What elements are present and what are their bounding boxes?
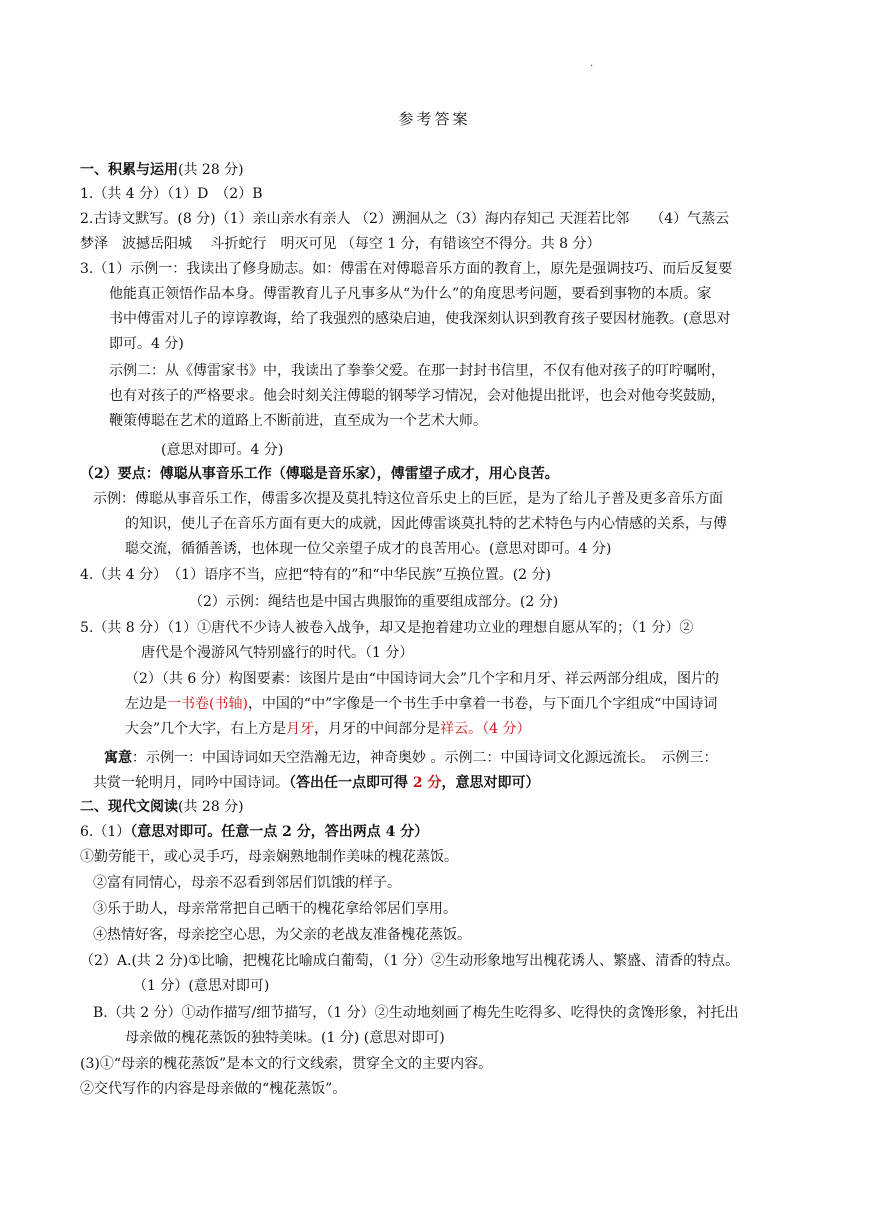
answer-q6-point3: ③乐于助人，母亲常常把自己晒干的槐花拿给邻居们享用。 bbox=[93, 901, 457, 917]
answer-q3-line3: 书中傅雷对儿子的谆谆教诲，给了我强烈的感染启迪，使我深刻认识到教育孩子要因材施教。(意思对 bbox=[109, 311, 731, 327]
answer-q4-line2: （2）示例：绳结也是中国古典服饰的重要组成部分。(2 分) bbox=[189, 594, 559, 610]
highlight-cloud: 祥云。（4 分） bbox=[440, 721, 531, 737]
answer-q2-line2: 梦泽 波撼岳阳城 斗折蛇行 明灭可见 （每空 1 分，有错该空不得分。共 8 分） bbox=[80, 236, 601, 252]
answer-q5-line5: 大会”几个大字，右上方是月牙，月牙的中间部分是祥云。（4 分） bbox=[125, 721, 531, 737]
page-title: 参考答案 bbox=[398, 110, 471, 128]
answer-q3-line2: 他能真正领悟作品本身。傅雷教育儿子凡事多从“为什么”的角度思考问题，要看到事物的本质。家 bbox=[109, 286, 712, 302]
answer-q5-line4: 左边是一书卷(书轴)，中国的“中”字像是一个书生手中拿着一书卷，与下面几个字组成“中国诗词 bbox=[125, 696, 718, 712]
answer-q6-point2: ②富有同情心，母亲不忍看到邻居们饥饿的样子。 bbox=[93, 875, 401, 891]
answer-q3-line4: 即可。4 分) bbox=[109, 336, 184, 352]
highlight-crescent: 月牙 bbox=[286, 721, 315, 737]
answer-q3-line8: (意思对即可。4 分) bbox=[161, 442, 284, 458]
answer-q5-meaning-line1: 寓意：示例一：中国诗词如天空浩瀚无边，神奇奥妙 。示例二：中国诗词文化源远流长。 示例三： bbox=[104, 750, 718, 766]
answer-q6-2b-line1: B.（共 2 分）①动作描写/细节描写，（1 分）②生动地刻画了梅先生吃得多、吃得快的贪馋形象，衬托出 bbox=[93, 1005, 739, 1021]
answer-q6-3-line1: (3)①“母亲的槐花蒸饭”是本文的行文线索，贯穿全文的主要内容。 bbox=[80, 1056, 493, 1072]
answer-q6-2a-line2: （1 分）(意思对即可) bbox=[133, 978, 270, 994]
answer-q3-line6: 也有对孩子的严格要求。他会时刻关注傅聪的钢琴学习情况，会对他提出批评，也会对他夸奖鼓励， bbox=[109, 388, 725, 404]
answer-q3-line7: 鞭策傅聪在艺术的道路上不断前进，直至成为一个艺术大师。 bbox=[109, 413, 487, 429]
answer-q4-line1: 4.（共 4 分） （1）语序不当，应把“特有的”和“中华民族”互换位置。(2 分) bbox=[80, 567, 551, 583]
answer-q6-1-header: 6.（1）（意思对即可。任意一点 2 分，答出两点 4 分） bbox=[80, 824, 429, 840]
answer-q3-2-line1: 示例：傅聪从事音乐工作，傅雷多次提及莫扎特这位音乐史上的巨匠，是为了给儿子普及更多音乐方面 bbox=[93, 491, 723, 507]
answer-q3-2-line3: 聪交流，循循善诱，也体现一位父亲望子成才的良苦用心。(意思对即可。4 分) bbox=[125, 541, 612, 557]
answer-q3-line5: 示例二：从《傅雷家书》中，我读出了拳拳父爱。在那一封封书信里，不仅有他对孩子的叮咛嘱咐， bbox=[109, 363, 725, 379]
answer-q1: 1.（共 4 分）（1）D （2）B bbox=[80, 186, 263, 202]
section-1-heading: 一、积累与运用(共 28 分) bbox=[80, 162, 244, 178]
answer-q6-2a-line1: （2）A.(共 2 分)①比喻，把槐花比喻成白葡萄，（1 分）②生动形象地写出槐花诱人、繁盛、清香的特点。 bbox=[80, 953, 740, 969]
answer-q5-line1: 5.（共 8 分）（1）①唐代不少诗人被卷入战争，却又是抱着建功立业的理想自愿从军的；（1 分）② bbox=[80, 620, 694, 636]
answer-q2-line1: 2.古诗文默写。(8 分)（1）亲山亲水有亲人 （2）溯洄从之（3）海内存知己 天涯若比邻 （4）气蒸云 bbox=[80, 211, 730, 227]
section-2-heading: 二、现代文阅读(共 28 分) bbox=[80, 799, 244, 815]
answer-q6-2b-line2: 母亲做的槐花蒸饭的独特美味。(1 分) (意思对即可) bbox=[125, 1030, 445, 1046]
answer-q5-meaning-line2: 共赏一轮明月，同吟中国诗词。（答出任一点即可得 2 分，意思对即可） bbox=[93, 775, 540, 791]
answer-q6-point4: ④热情好客，母亲挖空心思，为父亲的老战友准备槐花蒸饭。 bbox=[93, 927, 471, 943]
header-dot: . bbox=[590, 58, 594, 69]
answer-q3-2-key: （2）要点：傅聪从事音乐工作（傅聪是音乐家），傅雷望子成才，用心良苦。 bbox=[80, 466, 559, 482]
answer-q3-line1: 3.（1）示例一：我读出了修身励志。如：傅雷在对傅聪音乐方面的教育上，原先是强调技巧、而后反复要 bbox=[80, 261, 733, 277]
answer-q3-2-line2: 的知识，使儿子在音乐方面有更大的成就，因此傅雷谈莫扎特的艺术特色与内心情感的关系，与傅 bbox=[125, 516, 727, 532]
highlight-scroll: 一书卷(书轴) bbox=[167, 696, 248, 712]
answer-q5-line3: （2）（共 6 分）构图要素：该图片是由“中国诗词大会”几个字和月牙、祥云两部分组成，图片的 bbox=[125, 671, 720, 687]
answer-q5-line2: 唐代是个漫游风气特别盛行的时代。（1 分） bbox=[141, 645, 414, 661]
answer-q6-3-line2: ②交代写作的内容是母亲做的“槐花蒸饭”。 bbox=[80, 1081, 347, 1097]
answer-q6-point1: ①勤劳能干，或心灵手巧，母亲娴熟地制作美味的槐花蒸饭。 bbox=[80, 849, 458, 865]
